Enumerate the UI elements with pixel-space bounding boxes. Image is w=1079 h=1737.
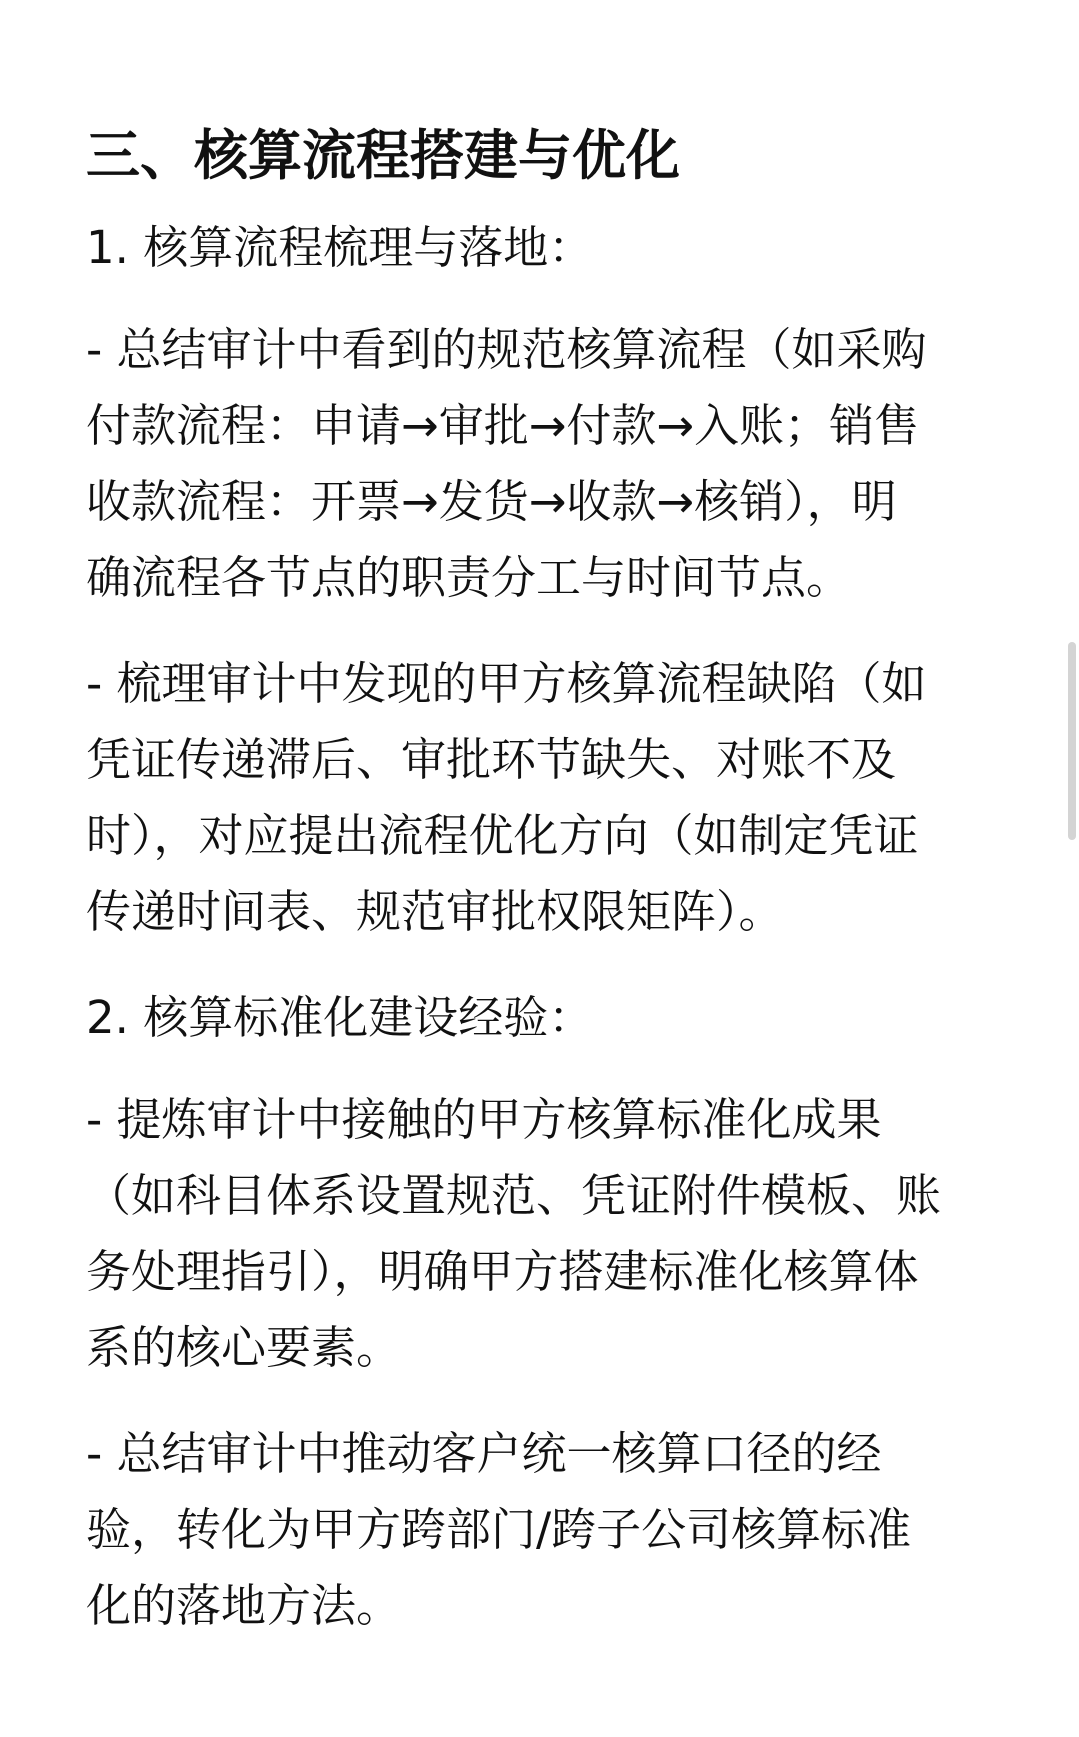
paragraph-line: - 总结审计中看到的规范核算流程（如采购 [86, 323, 927, 376]
scrollbar-thumb[interactable] [1068, 642, 1076, 840]
paragraph-line: 付款流程：申请→审批→付款→入账；销售 [86, 399, 920, 452]
paragraph-line: - 提炼审计中接触的甲方核算标准化成果 [86, 1093, 882, 1146]
paragraph-line: 验，转化为甲方跨部门/跨子公司核算标准 [86, 1503, 912, 1556]
paragraph-line: 凭证传递滞后、审批环节缺失、对账不及 [86, 733, 897, 786]
article-heading: 三、核算流程搭建与优化 [86, 124, 680, 187]
section-title-2: 2. 核算标准化建设经验： [86, 991, 594, 1044]
paragraph [86, 1416, 1006, 1644]
paragraph-line: 系的核心要素。 [86, 1321, 402, 1374]
paragraph-line: 传递时间表、规范审批权限矩阵）。 [86, 885, 784, 938]
paragraph [86, 312, 1006, 616]
paragraph-line: 务处理指引），明确甲方搭建标准化核算体 [86, 1245, 919, 1298]
article [86, 118, 1006, 1674]
paragraph-line: 收款流程：开票→发货→收款→核销），明 [86, 475, 897, 528]
paragraph-line: - 梳理审计中发现的甲方核算流程缺陷（如 [86, 657, 927, 710]
paragraph-line: （如科目体系设置规范、凭证附件模板、账 [86, 1169, 942, 1222]
section-title-1: 1. 核算流程梳理与落地： [86, 221, 594, 274]
paragraph-line: - 总结审计中推动客户统一核算口径的经 [86, 1427, 882, 1480]
paragraph-line: 时），对应提出流程优化方向（如制定凭证 [86, 809, 919, 862]
paragraph-line: 化的落地方法。 [86, 1579, 402, 1632]
paragraph [86, 646, 1006, 950]
paragraph-line: 确流程各节点的职责分工与时间节点。 [86, 551, 852, 604]
paragraph [86, 1082, 1006, 1386]
